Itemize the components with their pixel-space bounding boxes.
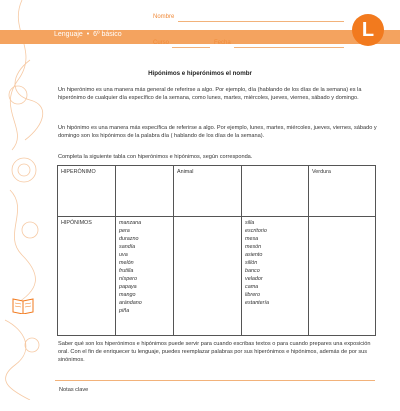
hyponym-table [57,165,376,336]
list-item: banco [245,268,260,274]
table-instruction: Completa la siguiente tabla con hiperónimos e hipónimos, según corresponda. [58,154,253,160]
table-cell-empty[interactable] [174,217,242,336]
bullet-separator: • [84,31,92,38]
list-item: melón [119,260,134,266]
list-item: frutilla [119,268,134,274]
list-item: uva [119,252,128,258]
notes-box[interactable] [55,380,375,411]
row-label-hyperonym: HIPERÓNIMO [58,166,116,217]
date-label: Fecha [214,40,231,46]
table-row [58,217,376,336]
list-item: silla [245,220,255,226]
table-header-animal: Animal [174,166,242,217]
word-list-fruits [116,217,174,336]
list-item: librero [245,292,260,298]
list-item: mango [119,292,136,298]
list-item: manzana [119,220,142,226]
word-list-furniture [242,217,309,336]
hyperonym-definition: Un hiperónimo es una manera más general de referirse a algo. Por ejemplo, día (hablando de los días de la semana) es la hiperónimo de cualquier día específico de la semana, como lunes, martes, miércoles, jueves, viernes, sábado y domingo. [58,87,362,101]
list-item: mesón [245,244,262,250]
document-title: Hipónimos e hiperónimos el nombr [148,70,252,77]
closing-paragraph: Saber qué son los hiperónimos e hipónimos puede servir para cuando escribas textos o para cuando prepares una exposición oral. Con el fin de enriquecer tu lenguaje, puedes reemplazar palabras por sus hiperónimos e hipónimos, además de por sus sinónimos. [58,341,371,363]
table-cell-empty[interactable] [116,166,174,217]
grade-label: 6º básico [93,31,122,38]
list-item: durazno [119,236,139,242]
table-cell-empty[interactable] [242,166,309,217]
list-item: arándano [119,300,142,306]
row-label-hyponyms: HIPÓNIMOS [58,217,116,336]
list-item: asiento [245,252,263,258]
table-header-verdura: Verdura [309,166,376,217]
name-field[interactable] [178,21,344,22]
course-field[interactable] [172,47,210,48]
subject-badge: L [352,14,384,46]
list-item: piña [119,308,130,314]
list-item: sandía [119,244,136,250]
list-item: mesa [245,236,259,242]
list-item: sillón [245,260,258,266]
list-item: velador [245,276,263,282]
table-cell-empty[interactable] [309,217,376,336]
subject-label [54,31,122,38]
decorative-swirl-border [0,0,50,400]
date-field[interactable] [234,47,344,48]
book-icon [12,296,34,319]
list-item: níspero [119,276,137,282]
subject-name: Lenguaje [54,31,83,38]
list-item: cama [245,284,259,290]
hyponym-definition: Un hipónimo es una manera más específica de referirse a algo. Por ejemplo, lunes, martes, miércoles, jueves, viernes, sábado y domingo son los hipónimos de la palabra día ( hablando de los días de la semana). [58,125,377,139]
list-item: pera [119,228,130,234]
list-item: estantería [245,300,269,306]
table-row [58,166,376,217]
list-item: escritorio [245,228,267,234]
course-label: Curso [153,40,170,46]
list-item: papaya [119,284,137,290]
notes-label: Notas clave [59,387,89,393]
name-label: Nombre [153,14,175,20]
